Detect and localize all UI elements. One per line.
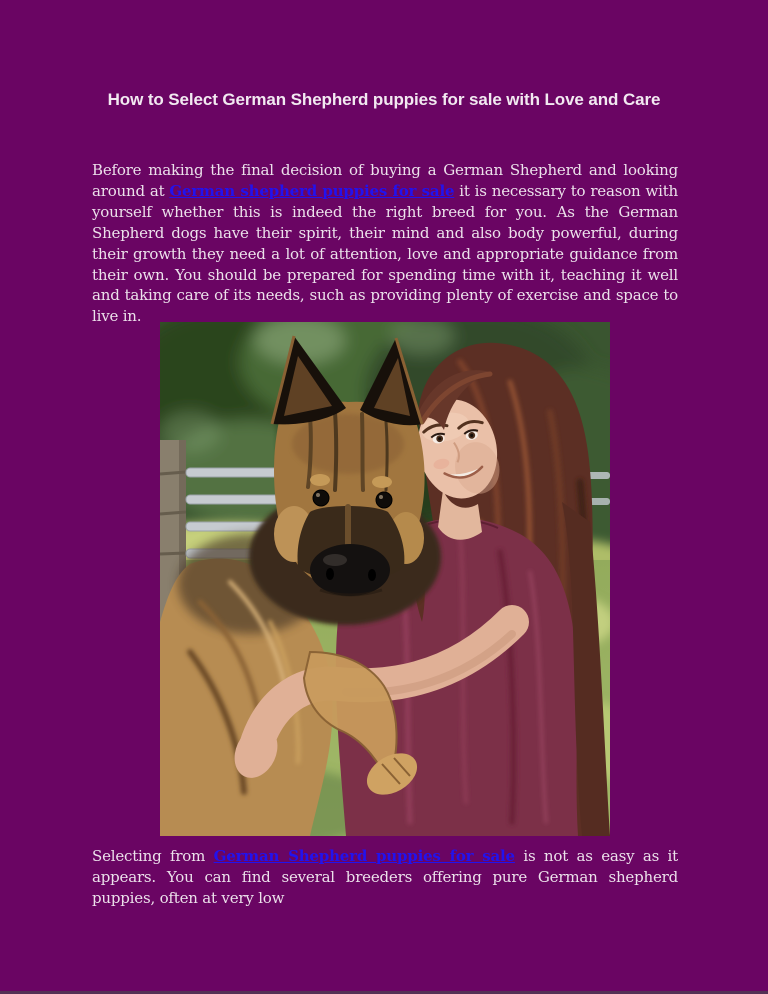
paragraph-1-text-before: Before making the final decision of buying a German Shepherd and looking around at	[92, 161, 678, 200]
puppy-photo-illustration	[160, 322, 610, 836]
paragraph-1	[92, 160, 678, 327]
puppies-for-sale-link-2[interactable]: German Shepherd puppies for sale	[213, 847, 515, 865]
puppy-nose	[310, 544, 390, 596]
paragraph-1-text-after: it is necessary to reason with yourself whether this is indeed the right breed for you. As the German Shepherd dogs have their spirit, their mind and also body powerful, during their growth they need a lot of attention, love and appropriate guidance from their own. You should be prepared for spending time with it, teaching it well and taking care of its needs, such as providing plenty of exercise and space to live in.	[92, 181, 679, 326]
paragraph-2-text-after: is not as easy as it appears. You can find several breeders offering pure German shepherd puppies, often at very low	[92, 847, 678, 907]
document-title: How to Select German Shepherd puppies for sale with Love and Care	[107, 90, 661, 109]
puppy-photo	[160, 322, 610, 836]
paragraph-2	[92, 846, 678, 909]
paragraph-2-text-before: Selecting from	[92, 847, 214, 865]
puppies-for-sale-link-1[interactable]: German shepherd puppies for sale	[169, 181, 455, 200]
puppy-head	[249, 402, 441, 625]
